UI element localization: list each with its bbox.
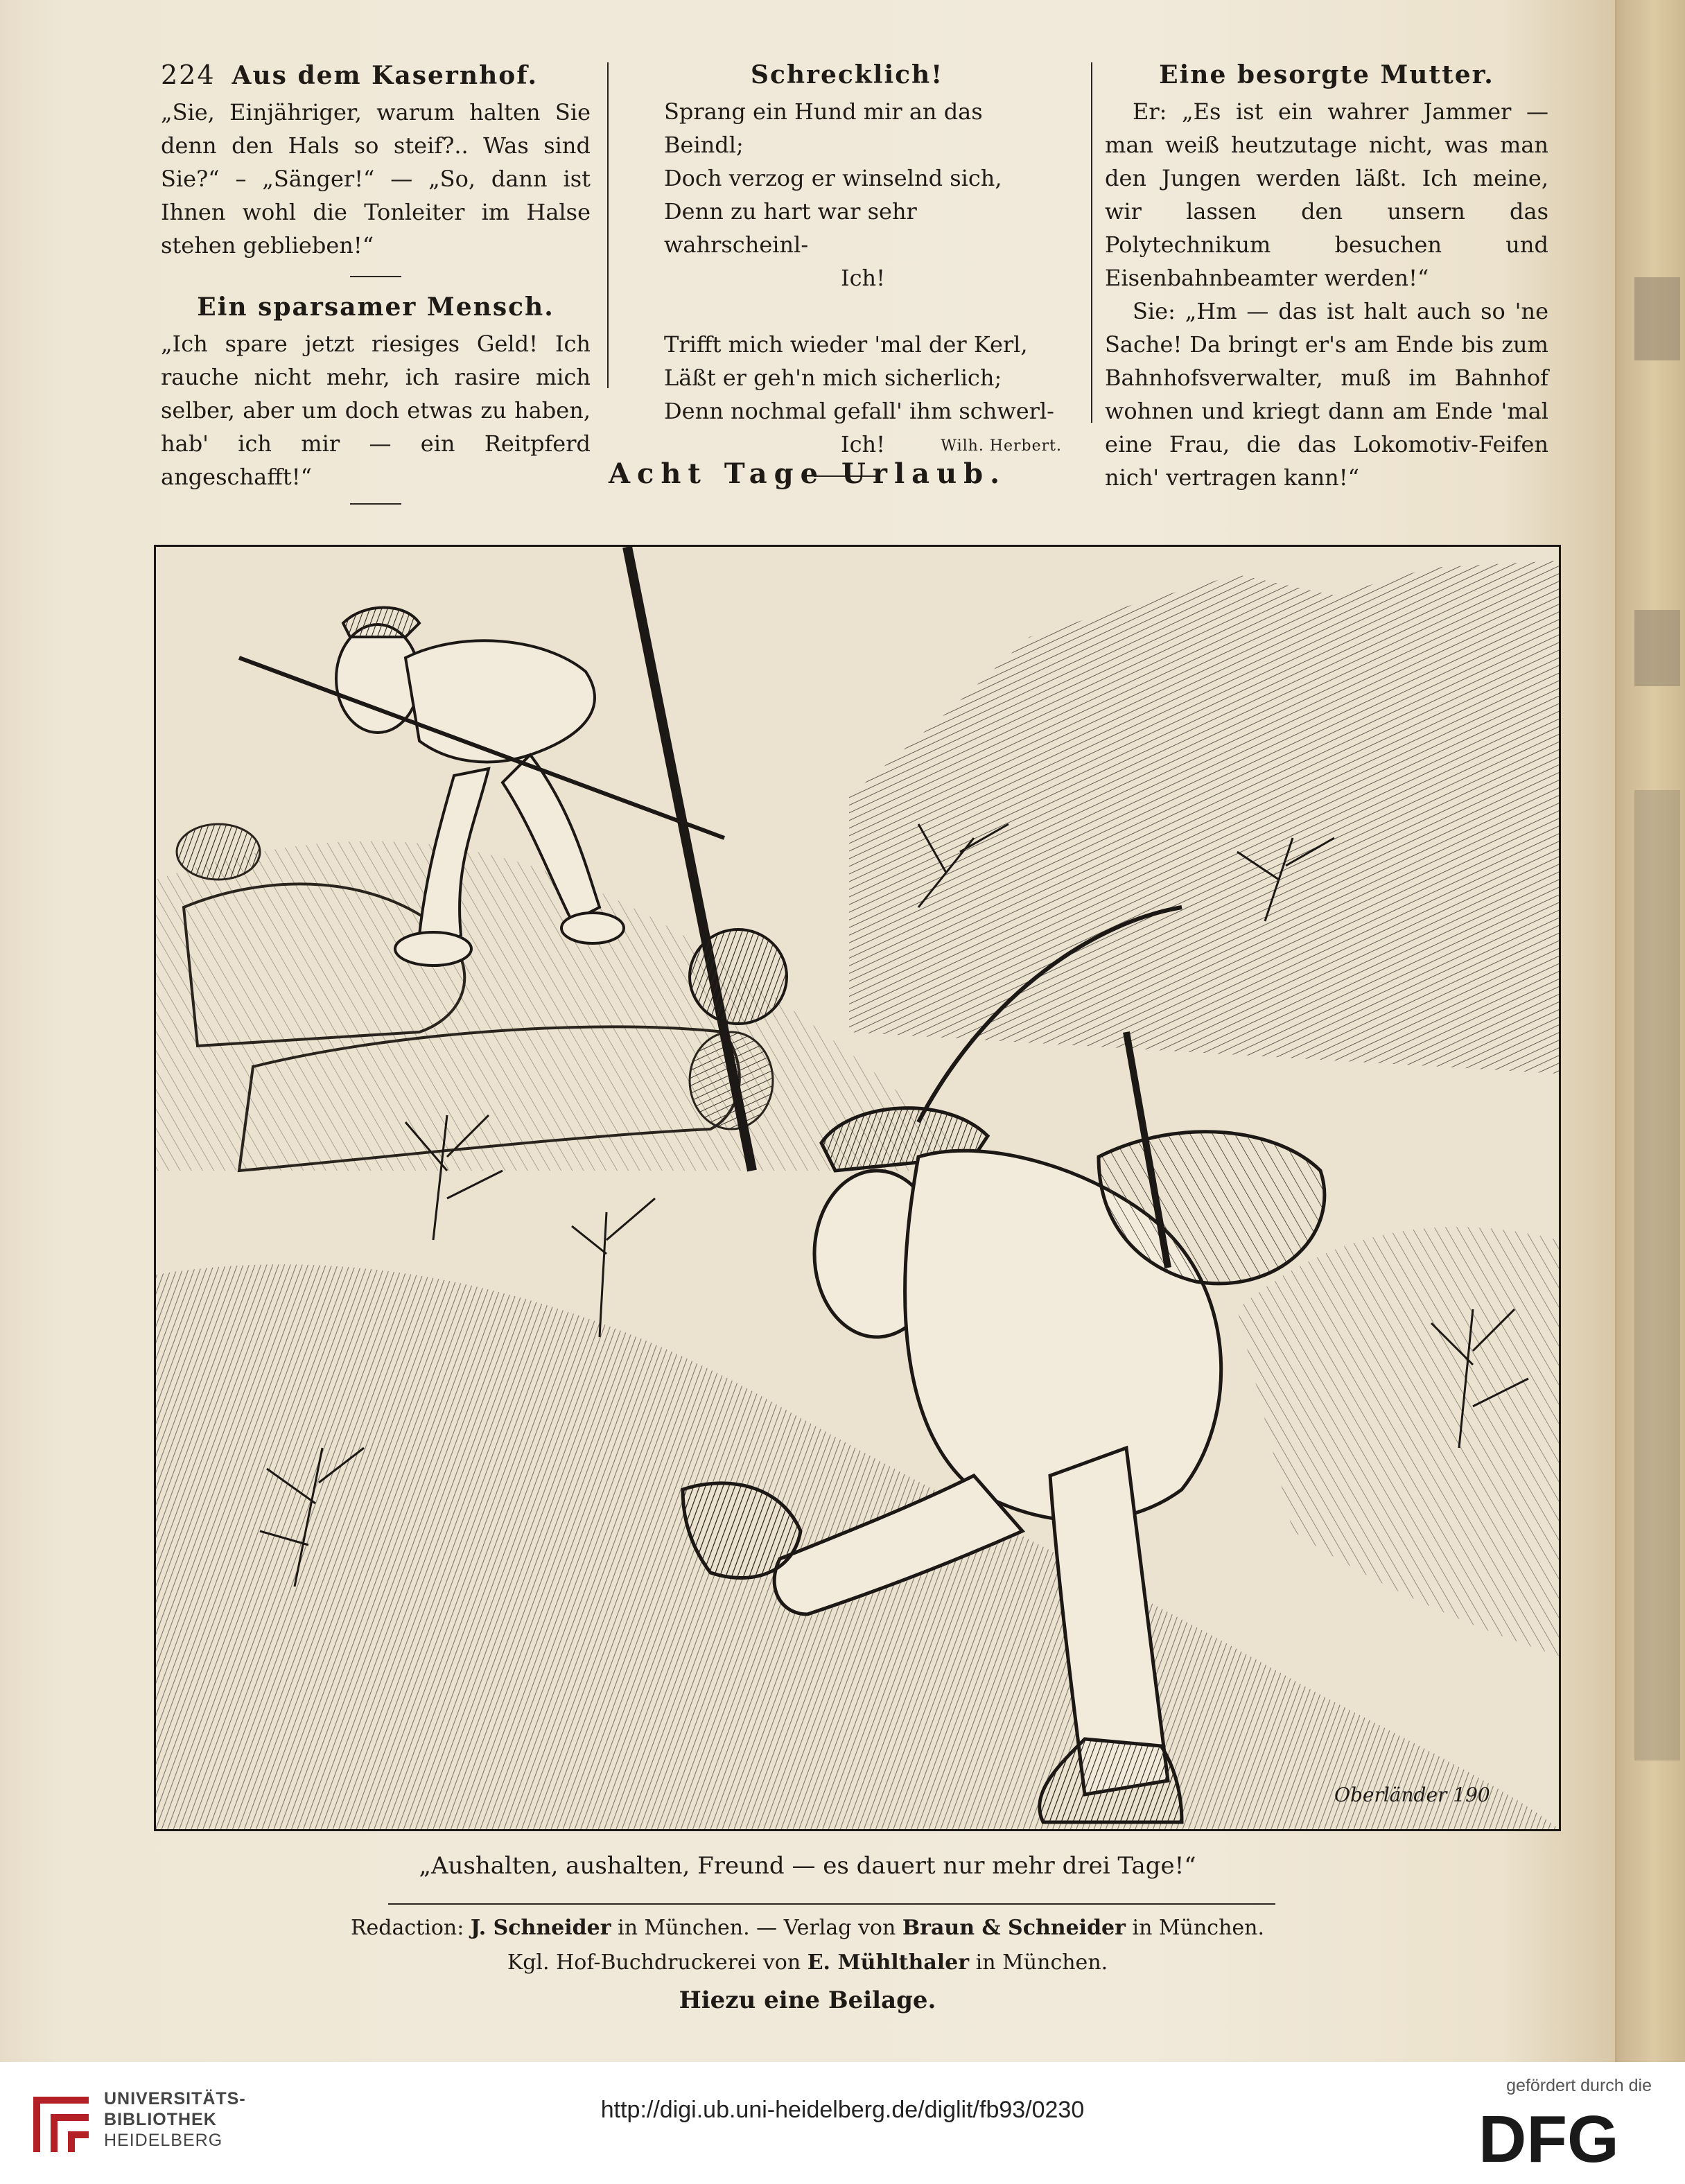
imprint-text: Kgl. Hof-Buchdruckerei von: [507, 1950, 801, 1975]
col1-title: Aus dem Kasernhof.: [232, 61, 538, 90]
log-end: [177, 824, 260, 880]
col3-text-2: Sie: „Hm — das ist halt auch so 'ne Sache! Da bringt er's am Ende bis zum Bahnhofsverwalter, muß im Bahnhof wohnen und kriegt dann am Ende 'mal eine Frau, die das Lokomotiv-Feifen nich' vertragen kann!“: [1105, 298, 1548, 491]
imprint-supplement-note: Hiezu eine Beilage.: [679, 1986, 936, 2014]
imprint-printer: E. Mühlthaler: [807, 1950, 970, 1975]
imprint-editor: J. Schneider: [470, 1916, 611, 1940]
divider: [350, 503, 401, 505]
digitization-footer: [0, 2062, 1685, 2184]
verse-line: Denn zu hart war sehr wahrscheinl-: [664, 198, 917, 258]
funder-label: gefördert durch die: [1506, 2076, 1652, 2095]
imprint-text: in München.: [1132, 1916, 1265, 1940]
imprint-line-1: [0, 1916, 1615, 1940]
column-rule: [1091, 62, 1092, 423]
artist-signature: Oberländer 190: [1334, 1783, 1490, 1806]
library-name-line: UNIVERSITÄTS-: [104, 2089, 246, 2108]
divider: [350, 276, 401, 277]
illustration-frame: [154, 545, 1561, 1831]
column-middle: [632, 59, 1062, 491]
poem-stanza-1: [632, 95, 1062, 295]
dfg-logo-icon[interactable]: [1478, 2105, 1652, 2169]
verse-line: Ich!: [840, 431, 886, 457]
permalink-url[interactable]: http://digi.ub.uni-heidelberg.de/diglit/fb93/0230: [600, 2097, 1085, 2123]
poem-signature: Wilh. Herbert.: [941, 437, 1062, 455]
column-rule: [607, 62, 609, 388]
divider: [388, 1903, 1275, 1905]
column-right: [1105, 59, 1548, 494]
verse-line: Doch verzog er winselnd sich,: [664, 165, 1002, 191]
col1-text: „Sie, Einjähriger, warum halten Sie denn den Hals so steif?.. Was sind Sie?“ – „Sänger!“ — „So, dann ist Ihnen wohl die Tonleiter im Halse stehen geblieben!“: [161, 99, 591, 259]
verse-line: Sprang ein Hund mir an das Beindl;: [664, 98, 983, 158]
round-shield: [690, 929, 787, 1024]
verse-line: Trifft mich wieder 'mal der Kerl,: [664, 331, 1028, 358]
imprint-publisher: Braun & Schneider: [902, 1916, 1126, 1940]
col2-title: Schrecklich!: [750, 60, 944, 89]
dfg-logo-text: DFG: [1478, 2105, 1619, 2169]
illustration-drawing: [156, 547, 1559, 1829]
library-name-line: BIBLIOTHEK: [104, 2110, 217, 2129]
imprint-text: Redaction:: [350, 1916, 464, 1940]
illustration-title: Acht Tage Urlaub.: [608, 457, 1007, 490]
illustration-caption: „Aushalten, aushalten, Freund — es dauert nur mehr drei Tage!“: [419, 1852, 1196, 1880]
page-number: 224: [161, 60, 216, 90]
imprint-text: in München. — Verlag von: [618, 1916, 896, 1940]
verse-line: Läßt er geh'n mich sicherlich;: [664, 365, 1002, 391]
verse-line: Denn nochmal gefall' ihm schwerl-: [664, 398, 1054, 424]
column-left: [161, 59, 591, 518]
col3-title: Eine besorgte Mutter.: [1159, 60, 1494, 89]
adjacent-page-edge: [1607, 0, 1685, 2062]
verse-line: Ich!: [840, 265, 886, 291]
imprint-text: in München.: [975, 1950, 1108, 1975]
col1b-text: „Ich spare jetzt riesiges Geld! Ich rauche nicht mehr, ich rasire mich selber, aber um doch etwas zu haben, hab' ich mir — ein Reitpferd angeschafft!“: [161, 331, 591, 490]
imprint-line-2: [0, 1950, 1615, 1975]
col1b-title: Ein sparsamer Mensch.: [197, 292, 555, 322]
library-name-line: HEIDELBERG: [104, 2131, 223, 2150]
col3-text-1: Er: „Es ist ein wahrer Jammer — man weiß heutzutage nicht, was man den Jungen werden läßt. Ich meine, wir lassen den unsern das Polytechnikum besuchen und Eisenbahnbeamter werden!“: [1105, 98, 1548, 291]
col1-heading: [161, 59, 591, 91]
